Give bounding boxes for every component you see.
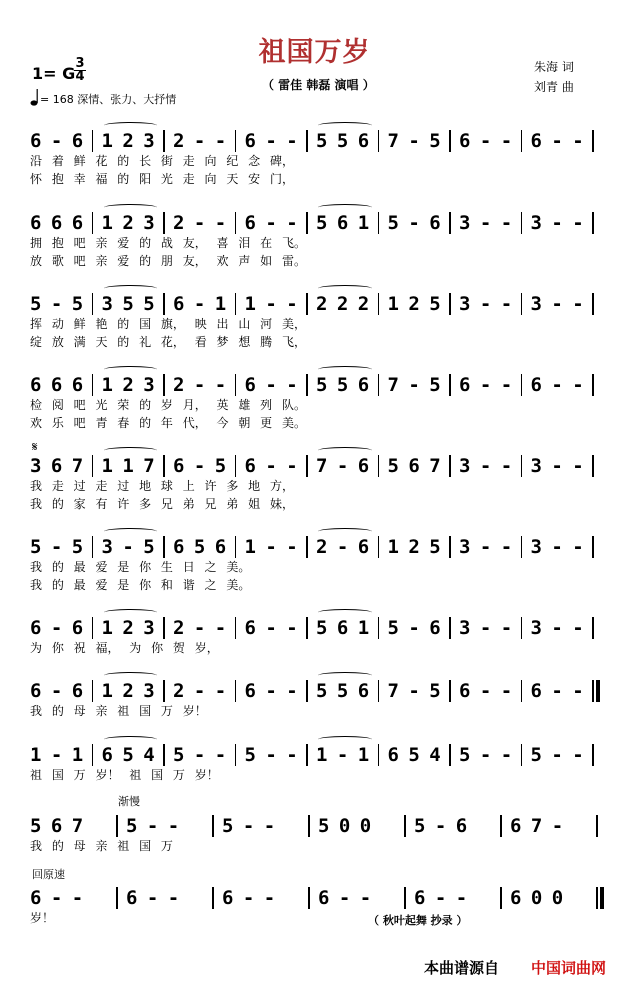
bar-line (592, 455, 594, 477)
bar-line (306, 455, 308, 477)
slur (104, 736, 158, 743)
bar-line (449, 744, 451, 766)
bar-line (378, 130, 380, 152)
measure: 6 - - (459, 374, 512, 396)
lyric-line: 放 歌 吧 亲 爱 的 朋 友， 欢 声 如 雷。 (30, 254, 306, 268)
measure: 6 - 6 (30, 617, 83, 639)
bar-line (378, 680, 380, 702)
measure: 1 1 7 (101, 455, 154, 477)
bar-line (235, 293, 237, 315)
measure: 6 6 6 (30, 374, 83, 396)
lyric-line: 挥 动 鲜 艳 的 国 旗， 映 出 山 河 美， (30, 317, 306, 331)
measure: 3 5 5 (101, 293, 154, 315)
bar-line (212, 815, 214, 837)
bar-line (92, 212, 94, 234)
slur (318, 609, 372, 616)
bar-line (596, 815, 598, 837)
measure: 3 - - (459, 536, 512, 558)
bar-line (521, 680, 523, 702)
measure: 2 - - (173, 374, 226, 396)
measure: 5 - - (244, 744, 297, 766)
bar-line (449, 212, 451, 234)
bar-line (378, 536, 380, 558)
lyric-line: 欢 乐 吧 青 春 的 年 代， 今 朝 更 美。 (30, 416, 306, 430)
measure: 1 2 3 (101, 130, 154, 152)
bar-line (92, 130, 94, 152)
bar-line (592, 293, 594, 315)
measure: 3 - - (459, 293, 512, 315)
slur (318, 366, 372, 373)
bar-line (306, 293, 308, 315)
measure: 6 - - (530, 680, 583, 702)
lyric-line: 祖 国 万 岁！ 祖 国 万 岁！ (30, 768, 219, 782)
measure: 2 - - (173, 617, 226, 639)
bar-line (449, 617, 451, 639)
footer-source-label: 本曲谱源自 (424, 959, 500, 977)
slur (318, 204, 372, 211)
bar-line (404, 887, 406, 909)
bar-line (378, 744, 380, 766)
bar-line (92, 293, 94, 315)
segno-icon: 𝄋 (32, 440, 38, 455)
bar-line (521, 293, 523, 315)
measure: 7 - 5 (387, 130, 440, 152)
lyric-line: 岁！ (30, 911, 55, 925)
slur (318, 285, 372, 292)
slur (104, 528, 158, 535)
quarter-note-icon (30, 87, 40, 107)
measure: 5 0 0 (318, 815, 371, 837)
bar-line (163, 374, 165, 396)
bar-line (92, 455, 94, 477)
slur (318, 122, 372, 129)
slur (104, 672, 158, 679)
bar-line (592, 130, 594, 152)
measure: 5 - - (173, 744, 226, 766)
measure: 1 2 5 (387, 293, 440, 315)
measure: 1 2 3 (101, 374, 154, 396)
bar-line (235, 374, 237, 396)
time-signature-top: 3 (75, 56, 85, 71)
measure: 6 - - (222, 887, 275, 909)
measure: 6 - - (126, 887, 179, 909)
bar-line (592, 617, 594, 639)
measure: 7 - 5 (387, 680, 440, 702)
measure: 5 5 6 (316, 374, 369, 396)
bar-line (116, 815, 118, 837)
bar-line (306, 374, 308, 396)
bar-line (92, 680, 94, 702)
measure: 6 - - (244, 130, 297, 152)
measure: 5 - 5 (30, 293, 83, 315)
bar-line (163, 130, 165, 152)
bar-line (521, 617, 523, 639)
measure: 6 - - (459, 130, 512, 152)
measure: 1 - 1 (30, 744, 83, 766)
measure: 5 5 6 (316, 680, 369, 702)
bar-line (306, 744, 308, 766)
bar-line (521, 130, 523, 152)
measure: 3 - - (459, 212, 512, 234)
measure: 6 5 6 (173, 536, 226, 558)
measure: 3 - - (530, 212, 583, 234)
bar-line (306, 212, 308, 234)
lyric-line: 检 阅 吧 光 荣 的 岁 月， 英 雄 列 队。 (30, 398, 306, 412)
slur (104, 366, 158, 373)
composer-credit: 刘青 曲 (534, 80, 574, 94)
measure: 1 2 5 (387, 536, 440, 558)
measure: 5 - - (222, 815, 275, 837)
bar-line (163, 536, 165, 558)
bar-line (449, 293, 451, 315)
time-signature (74, 58, 86, 83)
a-tempo-mark: 回原速 (32, 868, 65, 881)
bar-line (306, 536, 308, 558)
bar-line (306, 617, 308, 639)
measure: 5 - - (126, 815, 179, 837)
measure: 6 - - (30, 887, 83, 909)
measure: 6 - 6 (30, 680, 83, 702)
bar-line (92, 744, 94, 766)
measure: 5 6 1 (316, 212, 369, 234)
measure: 2 - - (173, 212, 226, 234)
bar-line (592, 744, 594, 766)
measure: 5 - 6 (387, 212, 440, 234)
measure: 1 - - (244, 293, 297, 315)
slur (104, 285, 158, 292)
bar-line (163, 293, 165, 315)
bar-line (92, 536, 94, 558)
lyric-line: 我 的 母 亲 祖 国 万 (30, 839, 173, 853)
lyric-line: 拥 抱 吧 亲 爱 的 战 友， 喜 泪 在 飞。 (30, 236, 306, 250)
measure: 6 - - (530, 130, 583, 152)
lyric-line: 绽 放 满 天 的 礼 花， 看 梦 想 腾 飞， (30, 335, 306, 349)
bar-line (378, 617, 380, 639)
bar-line (449, 130, 451, 152)
measure: 6 - - (244, 455, 297, 477)
bar-line (592, 536, 594, 558)
measure: 6 5 4 (101, 744, 154, 766)
measure: 5 - 6 (387, 617, 440, 639)
repeat-end-bar (596, 680, 600, 702)
measure: 1 - 1 (316, 744, 369, 766)
bar-line (521, 212, 523, 234)
bar-line (306, 680, 308, 702)
slur (318, 736, 372, 743)
measure: 5 5 6 (316, 130, 369, 152)
measure: 1 - - (244, 536, 297, 558)
measure: 5 - 5 (30, 536, 83, 558)
measure: 6 0 0 (510, 887, 563, 909)
lyricist-credit: 朱海 词 (534, 60, 574, 74)
measure: 7 - 5 (387, 374, 440, 396)
lyric-line: 我 的 家 有 许 多 兄 弟 兄 弟 姐 妹， (30, 497, 294, 511)
measure: 3 - 5 (101, 536, 154, 558)
bar-line (500, 815, 502, 837)
lyric-line: 怀 抱 幸 福 的 阳 光 走 向 天 安 门， (30, 172, 294, 186)
measure: 2 - - (173, 680, 226, 702)
measure: 6 - 5 (173, 455, 226, 477)
measure: 6 7 - (510, 815, 563, 837)
slur (104, 447, 158, 454)
bar-line (235, 680, 237, 702)
measure: 1 2 3 (101, 212, 154, 234)
measure: 5 - - (459, 744, 512, 766)
bar-line (235, 536, 237, 558)
bar-line (308, 815, 310, 837)
key-signature: 1= G (32, 64, 76, 83)
time-signature-bottom: 4 (75, 69, 85, 84)
measure: 6 - - (530, 374, 583, 396)
measure: 5 6 1 (316, 617, 369, 639)
slur (104, 609, 158, 616)
lyric-line: 我 的 母 亲 祖 国 万 岁！ (30, 704, 207, 718)
bar-line (163, 455, 165, 477)
bar-line (163, 680, 165, 702)
measure: 3 - - (530, 536, 583, 558)
bar-line (92, 617, 94, 639)
bar-line (500, 887, 502, 909)
measure: 6 - - (318, 887, 371, 909)
measure: 6 - - (414, 887, 467, 909)
measure: 3 6 7 (30, 455, 83, 477)
measure: 6 - 6 (30, 130, 83, 152)
bar-line (212, 887, 214, 909)
bar-line (449, 455, 451, 477)
bar-line (378, 293, 380, 315)
measure: 3 - - (530, 617, 583, 639)
footer-site-name[interactable]: 中国词曲网 (531, 959, 607, 977)
bar-line (235, 130, 237, 152)
bar-line (449, 536, 451, 558)
lyric-line: 我 的 最 爱 是 你 和 谐 之 美。 (30, 578, 251, 592)
measure: 6 - - (244, 374, 297, 396)
measure: 1 2 3 (101, 680, 154, 702)
measure: 7 - 6 (316, 455, 369, 477)
measure: 6 5 4 (387, 744, 440, 766)
bar-line (596, 887, 598, 909)
slur (318, 528, 372, 535)
measure: 6 - - (244, 617, 297, 639)
measure: 3 - - (530, 455, 583, 477)
measure: 3 - - (459, 455, 512, 477)
measure: 6 - - (459, 680, 512, 702)
ritardando-mark: 渐慢 (118, 795, 140, 808)
bar-line (592, 374, 594, 396)
measure: 6 - - (244, 212, 297, 234)
measure: 3 - - (530, 293, 583, 315)
bar-line (306, 130, 308, 152)
slur (318, 672, 372, 679)
bar-line (521, 536, 523, 558)
measure: 2 - 6 (316, 536, 369, 558)
lyric-line: 为 你 祝 福， 为 你 贺 岁， (30, 641, 219, 655)
bar-line (235, 617, 237, 639)
measure: 5 - - (530, 744, 583, 766)
measure: 6 6 6 (30, 212, 83, 234)
bar-line (521, 744, 523, 766)
measure: 2 2 2 (316, 293, 369, 315)
slur (318, 447, 372, 454)
measure: 1 2 3 (101, 617, 154, 639)
lyric-line: 我 的 最 爱 是 你 生 日 之 美。 (30, 560, 251, 574)
measure: 5 6 7 (387, 455, 440, 477)
bar-line (235, 744, 237, 766)
tempo-marking: = 168 深情、张力、大抒情 (40, 93, 177, 106)
bar-line (521, 374, 523, 396)
bar-line (163, 744, 165, 766)
bar-line (163, 617, 165, 639)
measure: 5 6 7 (30, 815, 83, 837)
bar-line (521, 455, 523, 477)
transcriber-credit: （ 秋叶起舞 抄录 ） (368, 914, 468, 927)
bar-line (116, 887, 118, 909)
measure: 5 - 6 (414, 815, 467, 837)
bar-line (592, 212, 594, 234)
measure: 6 - 1 (173, 293, 226, 315)
bar-line (592, 680, 594, 702)
bar-line (378, 374, 380, 396)
measure: 2 - - (173, 130, 226, 152)
bar-line (235, 212, 237, 234)
slur (104, 204, 158, 211)
bar-line (378, 212, 380, 234)
bar-line (308, 887, 310, 909)
bar-line (404, 815, 406, 837)
bar-line (378, 455, 380, 477)
lyric-line: 我 走 过 走 过 地 球 上 许 多 地 方， (30, 479, 294, 493)
final-bar (600, 887, 604, 909)
lyric-line: 沿 着 鲜 花 的 长 街 走 向 纪 念 碑， (30, 154, 294, 168)
bar-line (449, 680, 451, 702)
measure: 6 - - (244, 680, 297, 702)
measure: 3 - - (459, 617, 512, 639)
bar-line (163, 212, 165, 234)
bar-line (235, 455, 237, 477)
performers: （ 雷佳 韩磊 演唱 ） (262, 78, 375, 92)
slur (104, 122, 158, 129)
bar-line (92, 374, 94, 396)
bar-line (449, 374, 451, 396)
song-title: 祖国万岁 (258, 37, 371, 68)
